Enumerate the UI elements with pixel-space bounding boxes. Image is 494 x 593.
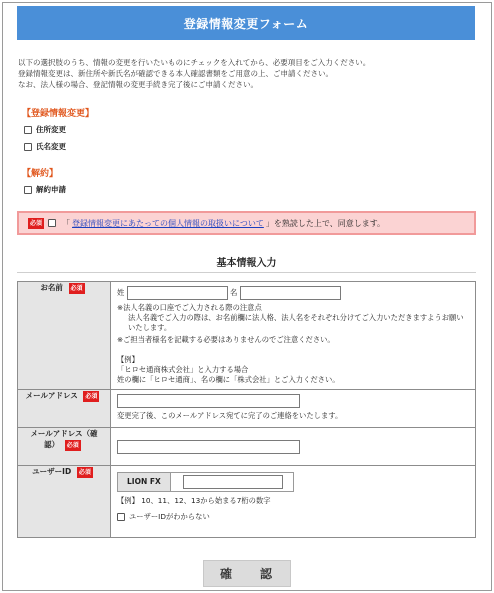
cancel-request-checkbox[interactable] [24,186,32,194]
name-change-checkbox[interactable] [24,143,32,151]
user-id-unknown-option[interactable] [117,512,469,522]
email-label-cell [18,390,111,428]
name-note: ※ご担当者様名を記載する必要はありませんのでご注意ください。 [117,335,335,344]
basic-info-heading: 基本情報入力 [216,258,277,269]
email-confirm-value-cell [111,428,476,466]
user-id-unknown-label: ユーザーIDがわからない [129,512,210,521]
sei-input[interactable] [127,286,228,300]
mei-label: 名 [229,288,238,297]
page-title: 登録情報変更フォーム [17,6,475,40]
lion-fx-group [117,472,294,492]
name-row [18,282,476,390]
agreement-box [17,211,476,235]
address-change-checkbox[interactable] [24,126,32,134]
lion-fx-tag: LION FX [118,473,171,491]
required-badge: 必須 [78,469,91,476]
name-value-cell [111,282,476,390]
intro-line: なお、法人様の場合、登記情報の変更手続き完了後にご申請ください。 [18,80,258,89]
name-note: 「ヒロセ通商株式会社」と入力する場合 [117,365,249,374]
confirm-button[interactable]: 確 認 [203,560,291,587]
name-change-option[interactable] [24,141,66,152]
agreement-prefix: 「 [62,218,71,228]
agreement-checkbox[interactable] [48,219,56,227]
divider [17,272,476,273]
required-badge: 必須 [30,219,43,227]
agreement-suffix: 」を熟読した上で、同意します。 [265,218,386,228]
change-section-heading: 【登録情報変更】 [22,109,95,119]
required-badge: 必須 [70,285,83,292]
cancel-request-label: 解約申請 [36,185,66,194]
email-label: メールアドレス [25,391,78,400]
user-id-row [18,466,476,538]
name-note: 【例】 [117,355,139,364]
name-inputs [117,286,469,300]
required-badge: 必須 [66,442,79,449]
email-value-cell [111,390,476,428]
user-id-value-cell [111,466,476,538]
name-note: ※法人名義の口座でご入力される際の注意点 [117,303,262,312]
intro-line: 登録情報変更は、新住所や新氏名が確認できる本人確認書類をご用意の上、ご申請ください。 [18,69,333,78]
sei-label: 姓 [117,288,125,297]
address-change-label: 住所変更 [36,125,66,134]
name-note: 姓の欄に「ヒロセ通商」、名の欄に「株式会社」とご入力ください。 [117,375,340,384]
user-id-example: 【例】 10、11、12、13から始まる7桁の数字 [117,496,271,505]
cancel-section-heading: 【解約】 [22,169,59,179]
name-note: 法人名義でご入力の際は、お名前欄に法人格、法人名をそれぞれ分けてご入力いただきますようお願いいたします。 [128,313,464,332]
name-change-label: 氏名変更 [36,142,66,151]
mei-input[interactable] [240,286,341,300]
email-input[interactable] [117,394,300,408]
user-id-label: ユーザーID [32,467,72,476]
name-label: お名前 [40,283,63,292]
email-confirm-row [18,428,476,466]
email-confirm-label-cell [18,428,111,466]
cancel-request-option[interactable] [24,184,66,195]
intro-line: 以下の選択肢のうち、情報の変更を行いたいものにチェックを入れてから、必要項目をご入力ください。 [18,58,371,67]
user-id-unknown-checkbox[interactable] [117,513,125,521]
email-confirm-input[interactable] [117,440,300,454]
email-row [18,390,476,428]
name-label-cell [18,282,111,390]
email-confirm-label-tail: 認） [44,440,60,449]
user-id-label-cell [18,466,111,538]
privacy-policy-link[interactable]: 登録情報変更にあたっての個人情報の取扱いについて [72,218,264,228]
address-change-option[interactable] [24,124,66,135]
basic-info-table [17,281,476,538]
intro-text [18,57,478,90]
user-id-input[interactable] [183,475,283,489]
required-badge: 必須 [85,393,98,400]
email-confirm-label: メールアドレス（確 [30,429,98,438]
email-note: 変更完了後、このメールアドレス宛てに完了のご連絡をいたします。 [117,411,343,420]
